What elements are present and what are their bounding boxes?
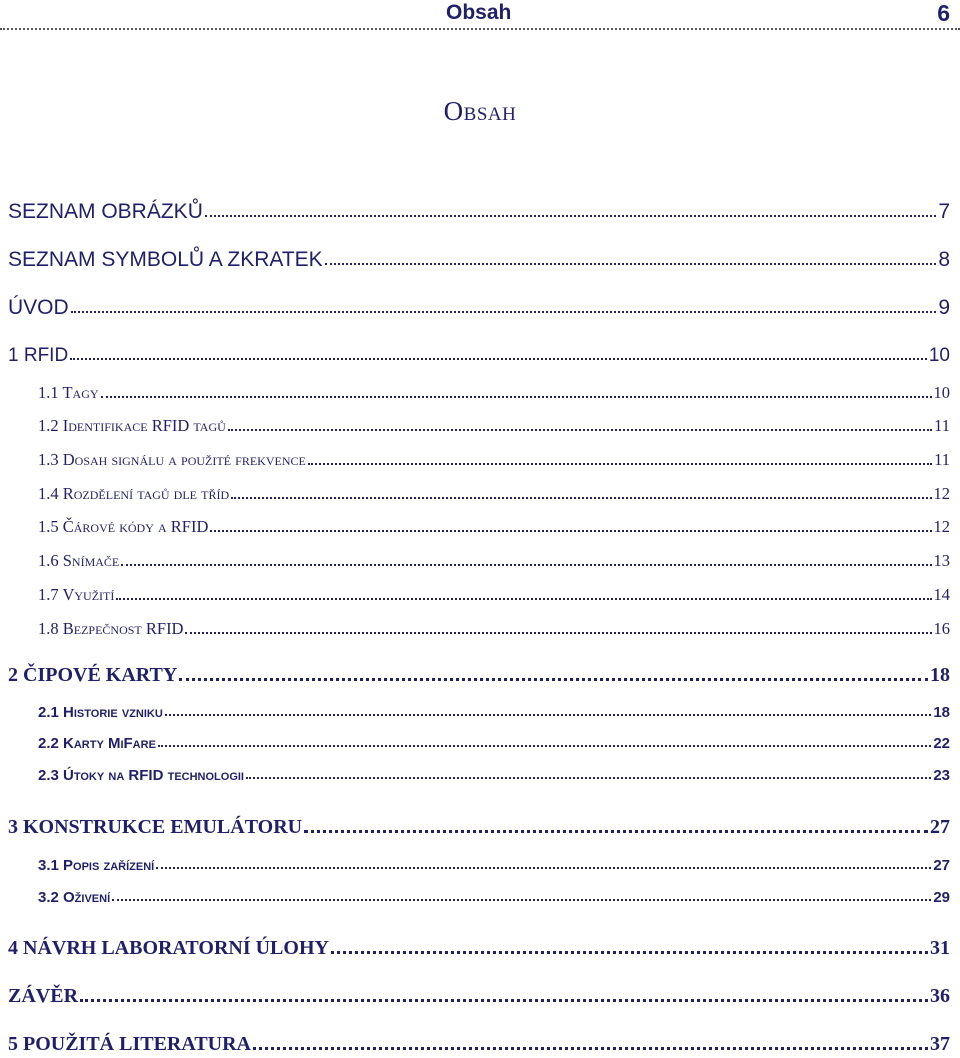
toc-entry-label: 1.2 Identifikace RFID tagů — [38, 416, 226, 435]
toc-entry[interactable] — [38, 704, 950, 721]
header-title: Obsah — [446, 1, 512, 24]
toc-entry-label: 4 NÁVRH LABORATORNÍ ÚLOHY — [8, 937, 329, 959]
toc-entry-page: 27 — [933, 857, 950, 874]
toc-entry[interactable] — [38, 383, 950, 403]
toc-entry-page: 23 — [933, 767, 950, 784]
toc-entry[interactable] — [8, 1033, 950, 1056]
toc-entry[interactable] — [8, 985, 950, 1008]
toc-entry-label: 2.3 Útoky na RFID technologii — [38, 767, 244, 784]
toc-entry-label: 2.2 Karty MiFare — [38, 735, 156, 752]
toc-entry[interactable] — [38, 889, 950, 906]
toc-entry-label: ÚVOD — [8, 296, 69, 319]
toc-entry[interactable] — [38, 484, 950, 504]
toc-entry-page: 12 — [933, 484, 950, 503]
toc-entry[interactable] — [38, 857, 950, 874]
toc-entry-label: 1.4 Rozdělení tagů dle tříd — [38, 484, 230, 503]
toc-entry[interactable] — [8, 248, 950, 272]
toc-entry-label: 3.2 Oživení — [38, 889, 111, 906]
header-page-number: 6 — [937, 0, 950, 26]
toc-entry-page: 36 — [930, 985, 950, 1007]
toc-entry[interactable] — [8, 664, 950, 687]
toc-entry-label: 1.3 Dosah signálu a použité frekvence — [38, 450, 306, 469]
toc-entry[interactable] — [8, 296, 950, 320]
toc-entry[interactable] — [38, 416, 950, 436]
toc-entry-page: 27 — [930, 816, 950, 838]
toc-entry-label: 1.1 Tagy — [38, 383, 99, 402]
toc-entry-page: 16 — [933, 619, 950, 638]
toc-entry[interactable] — [38, 551, 950, 571]
toc-entry-label: SEZNAM OBRÁZKŮ — [8, 200, 203, 223]
toc-entry-page: 18 — [933, 704, 950, 721]
toc-entry-label: 1.8 Bezpečnost RFID — [38, 619, 184, 638]
toc-entry[interactable] — [38, 517, 950, 537]
toc-entry[interactable] — [8, 816, 950, 839]
toc-entry[interactable] — [38, 735, 950, 752]
toc-entry-label: 3.1 Popis zařízení — [38, 857, 155, 874]
toc-entry-page: 10 — [928, 345, 950, 366]
toc-entry-label: 1 RFID — [8, 345, 69, 366]
toc-entry-label: 1.7 Využití — [38, 585, 115, 604]
toc-entry[interactable] — [38, 585, 950, 605]
toc-entry[interactable] — [38, 767, 950, 784]
toc-entry[interactable] — [38, 450, 950, 470]
toc-entry-page: 37 — [930, 1033, 950, 1055]
toc-entry-page: 13 — [933, 551, 950, 570]
toc-entry-page: 31 — [930, 937, 950, 959]
toc-entry-page: 9 — [938, 296, 950, 319]
toc-entry-page: 11 — [934, 450, 950, 469]
toc-entry-label: 1.6 Snímače — [38, 551, 120, 570]
toc-entry-label: 1.5 Čárové kódy a RFID — [38, 517, 209, 536]
toc-entry[interactable] — [8, 937, 950, 960]
toc-entry-page: 14 — [933, 585, 950, 604]
toc-entry-label: 3 KONSTRUKCE EMULÁTORU — [8, 816, 303, 838]
toc-entry-page: 8 — [938, 248, 950, 271]
toc-entry-page: 7 — [938, 200, 950, 223]
toc-entry-page: 29 — [933, 889, 950, 906]
toc-entry-label: 2 ČIPOVÉ KARTY — [8, 664, 178, 686]
toc-entry-label: SEZNAM SYMBOLŮ A ZKRATEK — [8, 248, 323, 271]
toc-entry[interactable] — [8, 200, 950, 224]
toc-entry-page: 10 — [933, 383, 950, 402]
toc-entry-page: 22 — [933, 735, 950, 752]
toc-entry-label: ZÁVĚR — [8, 985, 79, 1007]
toc-entry-page: 18 — [930, 664, 950, 686]
page-title: Obsah — [443, 96, 517, 126]
toc-entry-label: 5 POUŽITÁ LITERATURA — [8, 1033, 251, 1055]
toc-entry[interactable] — [38, 619, 950, 639]
toc-entry-page: 11 — [934, 416, 950, 435]
toc-entry-label: 2.1 Historie vzniku — [38, 704, 163, 721]
toc-entry[interactable] — [8, 345, 950, 367]
toc-entry-page: 12 — [933, 517, 950, 536]
